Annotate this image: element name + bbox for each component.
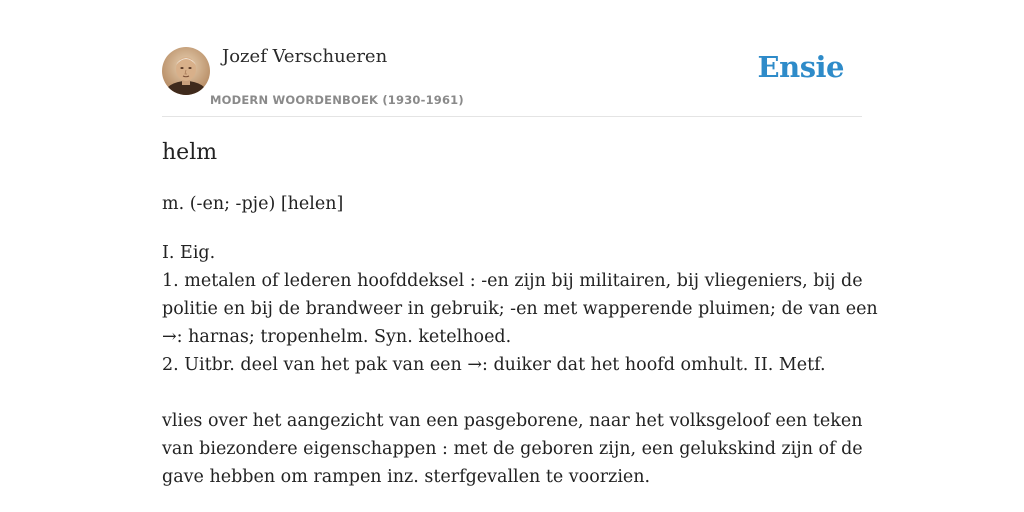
definition-text [162,239,878,491]
grammar-info: m. (-en; -pje) [helen] [162,194,344,214]
entry-header [162,0,862,117]
author-name[interactable]: Jozef Verschueren [222,46,388,67]
headword: helm [162,140,218,165]
page [162,0,878,512]
definition-line: vlies over het aangezicht van een pasgeborene, naar het volksgeloof een teken [162,411,863,431]
definition-line: 2. Uitbr. deel van het pak van een →: duiker dat het hoofd omhult. II. Metf. [162,355,826,375]
definition-line: politie en bij de brandweer in gebruik; -en met wapperende pluimen; de van een [162,299,878,319]
definition-line: I. Eig. [162,243,216,263]
definition-line: 1. metalen of lederen hoofddeksel : -en zijn bij militairen, bij vliegeniers, bij de [162,271,863,291]
definition-line: gave hebben om rampen inz. sterfgevallen te voorzien. [162,467,651,487]
brand-logo[interactable]: Ensie [757,50,844,84]
author-portrait-icon [162,47,210,95]
author-avatar[interactable] [162,47,210,95]
definition-line: →: harnas; tropenhelm. Syn. ketelhoed. [162,327,512,347]
paragraph-gap [162,379,862,407]
definition-line: van biezondere eigenschappen : met de geboren zijn, een gelukskind zijn of de [162,439,863,459]
dictionary-source[interactable]: MODERN WOORDENBOEK (1930-1961) [210,93,464,107]
